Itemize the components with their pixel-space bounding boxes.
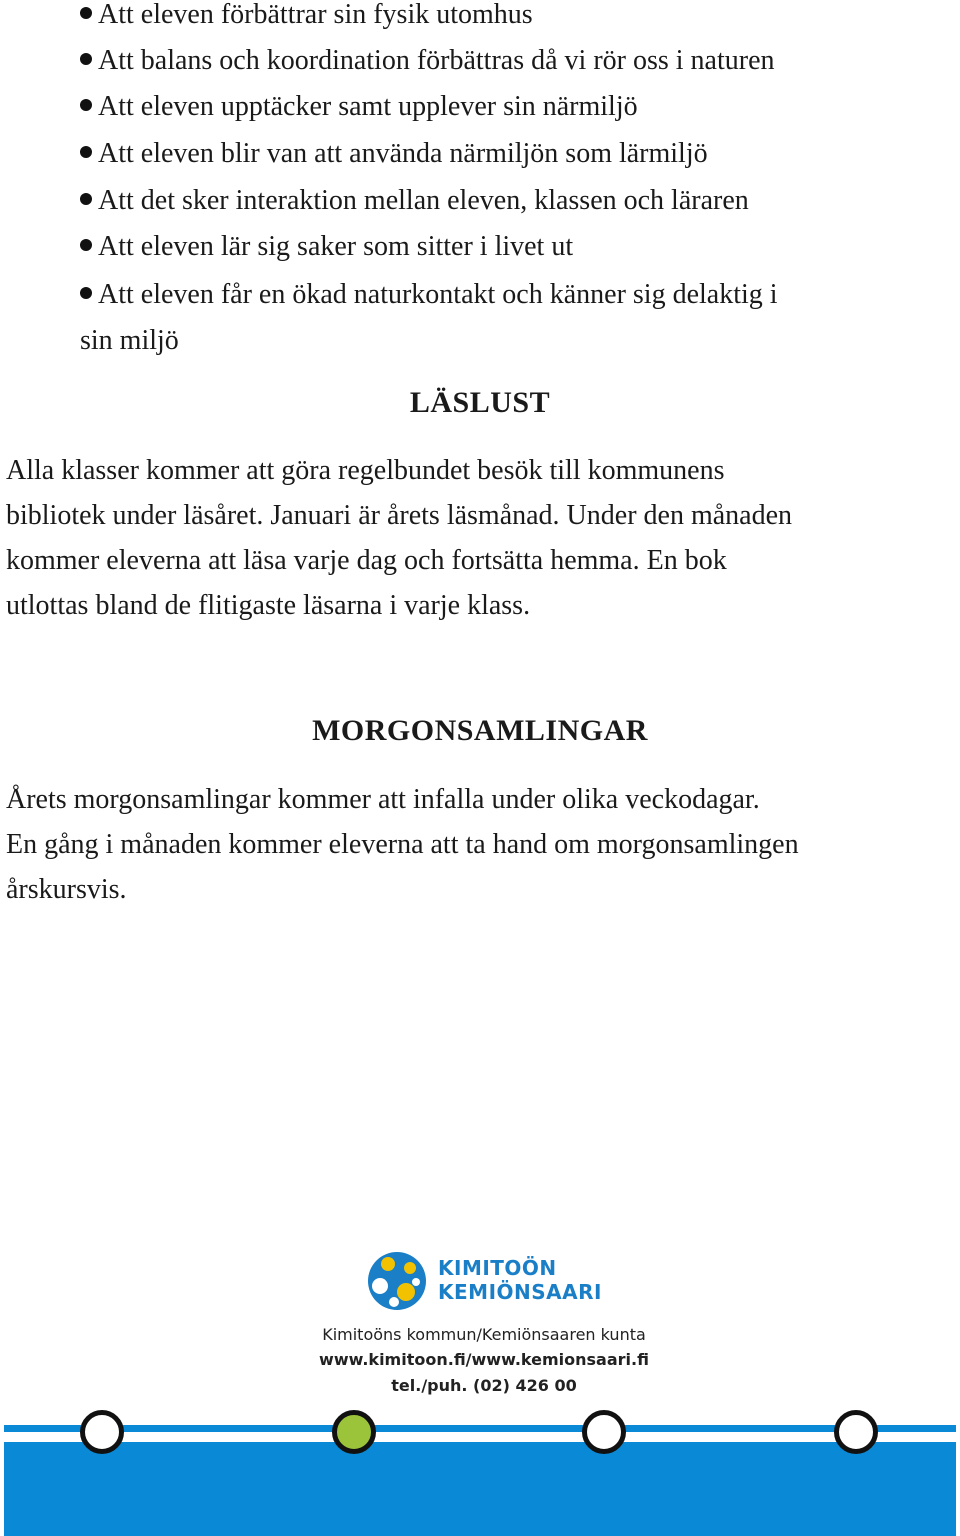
bullet-item: Att det sker interaktion mellan eleven, klassen och läraren [80, 178, 930, 223]
bullet-continuation: sin miljö [80, 325, 179, 356]
bullet-item: Att eleven upptäcker samt upplever sin närmiljö [80, 84, 930, 129]
brand-name-finnish: KEMIÖNSAARI [438, 1280, 602, 1304]
morgon-paragraph [6, 777, 956, 912]
section-heading-laslust: LÄSLUST [409, 386, 551, 419]
brand-name-swedish: KIMITOÖN [438, 1256, 557, 1280]
bullet-item: Att balans och koordination förbättras då vi rör oss i naturen [80, 38, 930, 83]
footer-divider [4, 1432, 956, 1442]
paragraph-line: årskursvis. [6, 874, 127, 905]
municipality-name: Kimitoöns kommun/Kemiönsaaren kunta [322, 1325, 646, 1344]
bullet-item: Att eleven blir van att använda närmiljön som lärmiljö [80, 131, 930, 176]
bullet-item: Att eleven förbättrar sin fysik utomhus [80, 0, 930, 37]
laslust-paragraph [6, 448, 956, 628]
paragraph-line: Årets morgonsamlingar kommer att infalla under olika veckodagar. [6, 784, 760, 815]
kimitoon-logo-icon [366, 1250, 428, 1312]
decorative-circle-icon [582, 1410, 626, 1454]
decorative-circle-icon [80, 1410, 124, 1454]
bullet-item: Att eleven lär sig saker som sitter i livet ut [80, 224, 930, 269]
bullet-dot-icon [80, 99, 92, 111]
bullet-dot-icon [80, 193, 92, 205]
bullet-dot-icon [80, 239, 92, 251]
bullet-dot-icon [80, 146, 92, 158]
paragraph-line: utlottas bland de flitigaste läsarna i varje klass. [6, 590, 531, 621]
bullet-dot-icon [80, 7, 92, 19]
phone-number: tel./puh. (02) 426 00 [391, 1376, 577, 1395]
paragraph-line: En gång i månaden kommer eleverna att ta hand om morgonsamlingen [6, 829, 799, 860]
section-heading-morgonsamlingar: MORGONSAMLINGAR [312, 714, 648, 747]
bullet-dot-icon [80, 53, 92, 65]
website-link[interactable]: www.kimitoon.fi/www.kemionsaari.fi [319, 1350, 649, 1369]
decorative-circle-green-icon [332, 1410, 376, 1454]
bullet-dot-icon [80, 287, 92, 299]
decorative-circle-icon [834, 1410, 878, 1454]
footer [4, 1250, 956, 1536]
paragraph-line: bibliotek under läsåret. Januari är årets läsmånad. Under den månaden [6, 500, 793, 531]
bullet-item: Att eleven får en ökad naturkontakt och känner sig delaktig i [80, 272, 930, 317]
paragraph-line: Alla klasser kommer att göra regelbundet besök till kommunens [6, 455, 725, 486]
paragraph-line: kommer eleverna att läsa varje dag och fortsätta hemma. En bok [6, 545, 727, 576]
